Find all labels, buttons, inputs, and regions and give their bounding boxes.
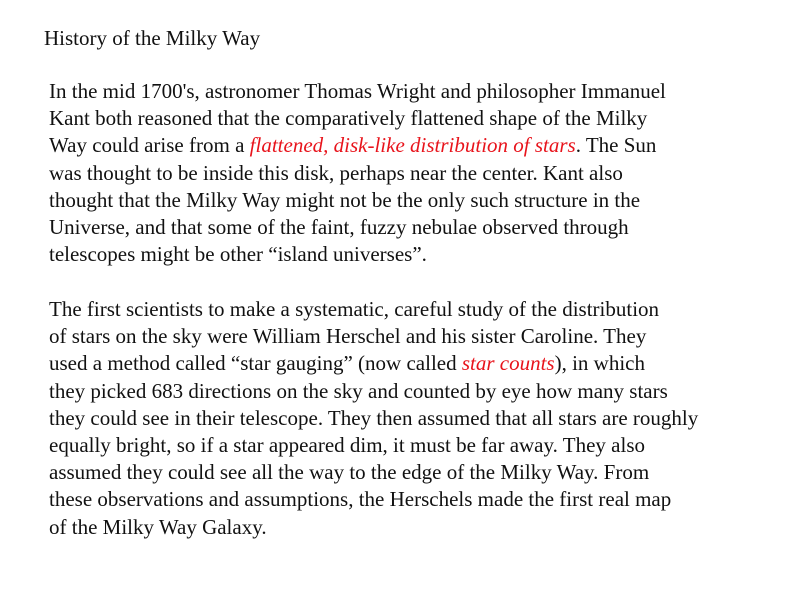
text-line: Universe, and that some of the faint, fuzzy nebulae observed through	[49, 215, 629, 240]
text-segment: . The Sun	[575, 133, 657, 158]
text-segment: used a method called “star gauging” (now called	[49, 351, 462, 376]
highlighted-term: star counts	[461, 351, 555, 376]
text-line: assumed they could see all the way to the edge of the Milky Way. From	[49, 460, 650, 485]
text-line: Kant both reasoned that the comparatively flattened shape of the Milky	[49, 106, 648, 131]
paragraph-herschel	[49, 296, 794, 541]
text-line: thought that the Milky Way might not be the only such structure in the	[49, 187, 641, 212]
text-line: telescopes might be other “island universes”.	[49, 242, 427, 267]
slide-title: History of the Milky Way	[44, 26, 261, 50]
text-line: they could see in their telescope. They then assumed that all stars are roughly	[49, 405, 699, 430]
paragraph-wright-kant	[49, 78, 794, 268]
text-line	[49, 350, 794, 377]
text-segment: ), in which	[554, 351, 646, 376]
text-line: equally bright, so if a star appeared dim, it must be far away. They also	[49, 433, 645, 458]
text-line: was thought to be inside this disk, perhaps near the center. Kant also	[49, 160, 623, 185]
text-segment: Way could arise from a	[49, 133, 250, 158]
text-line	[49, 132, 794, 159]
text-line: The first scientists to make a systematic, careful study of the distribution	[49, 297, 660, 321]
text-line: of the Milky Way Galaxy.	[49, 514, 267, 539]
text-line: In the mid 1700's, astronomer Thomas Wright and philosopher Immanuel	[49, 79, 666, 103]
text-line: these observations and assumptions, the Herschels made the first real map	[49, 487, 672, 512]
text-line: they picked 683 directions on the sky and counted by eye how many stars	[49, 378, 668, 403]
highlighted-term: flattened, disk-like distribution of stars	[249, 133, 576, 158]
text-line: of stars on the sky were William Herschel and his sister Caroline. They	[49, 324, 647, 349]
